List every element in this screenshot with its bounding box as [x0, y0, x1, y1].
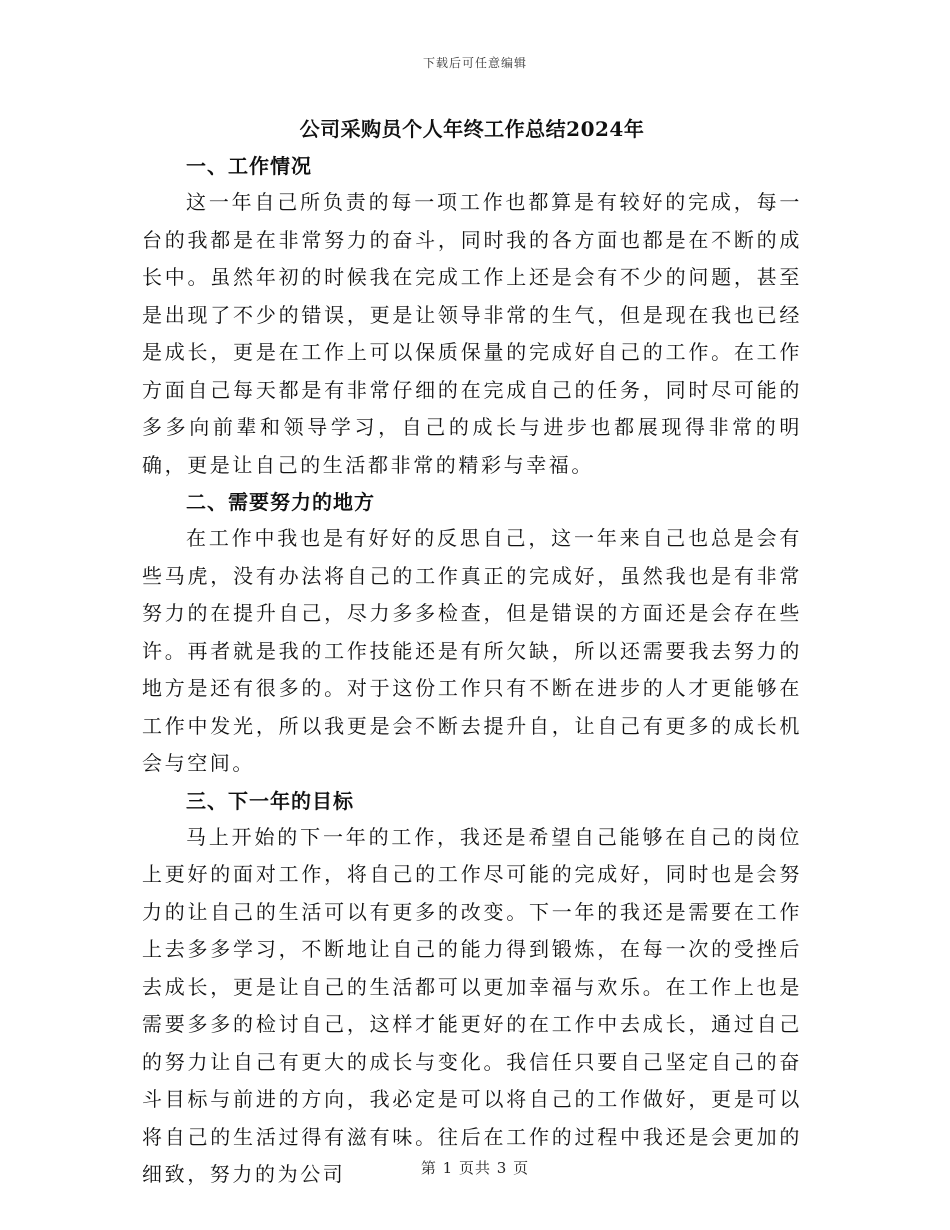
section-heading: 一、工作情况: [186, 154, 312, 178]
section-paragraph: 马上开始的下一年的工作，我还是希望自己能够在自己的岗位上更好的面对工作，将自己的工作尽可能的完成好，同时也是会努力的让自己的生活可以有更多的改变。下一年的我还是需要在工作上去多多学习，不断地让自己的能力得到锻炼，在每一次的受挫后去成长，更是让自己的生活都可以更加幸福与欢乐。在工作上也是需要多多的检讨自己，这样才能更好的在工作中去成长，通过自己的努力让自己有更大的成长与变化。我信任只要自己坚定自己的奋斗目标与前进的方向，我必定是可以将自己的工作做好，更是可以将自己的生活过得有滋有味。往后在工作的过程中我还是会更加的细致，努力的为公司: [142, 824, 802, 1186]
page-footer: 第 1 页共 3 页: [420, 1159, 530, 1177]
section-work-status: [142, 148, 802, 484]
section-paragraph: 这一年自己所负责的每一项工作也都算是有较好的完成，每一台的我都是在非常努力的奋斗，同时我的各方面也都是在不断的成长中。虽然年初的时候我在完成工作上还是会有不少的问题，甚至是出现了不少的错误，更是让领导非常的生气，但是现在我也已经是成长，更是在工作上可以保质保量的完成好自己的工作。在工作方面自己每天都是有非常仔细的在完成自己的任务，同时尽可能的多多向前辈和领导学习，自己的成长与进步也都展现得非常的明确，更是让自己的生活都非常的精彩与幸福。: [142, 190, 802, 477]
section-heading: 三、下一年的目标: [186, 788, 354, 813]
document-title: 公司采购员个人年终工作总结2024年: [299, 117, 645, 141]
section-improvements: [142, 484, 802, 783]
section-heading: 二、需要努力的地方: [186, 490, 375, 514]
section-next-year-goals: [142, 783, 802, 1194]
section-paragraph: 在工作中我也是有好好的反思自己，这一年来自己也总是会有些马虎，没有办法将自己的工作真正的完成好，虽然我也是有非常努力的在提升自己，尽力多多检查，但是错误的方面还是会存在些许。再者就是我的工作技能还是有所欠缺，所以还需要我去努力的地方是还有很多的。对于这份工作只有不断在进步的人才更能够在工作中发光，所以我更是会不断去提升自，让自己有更多的成长机会与空间。: [142, 526, 802, 775]
document-body: [142, 112, 802, 1194]
page-header: 下载后可任意编辑: [422, 56, 527, 70]
